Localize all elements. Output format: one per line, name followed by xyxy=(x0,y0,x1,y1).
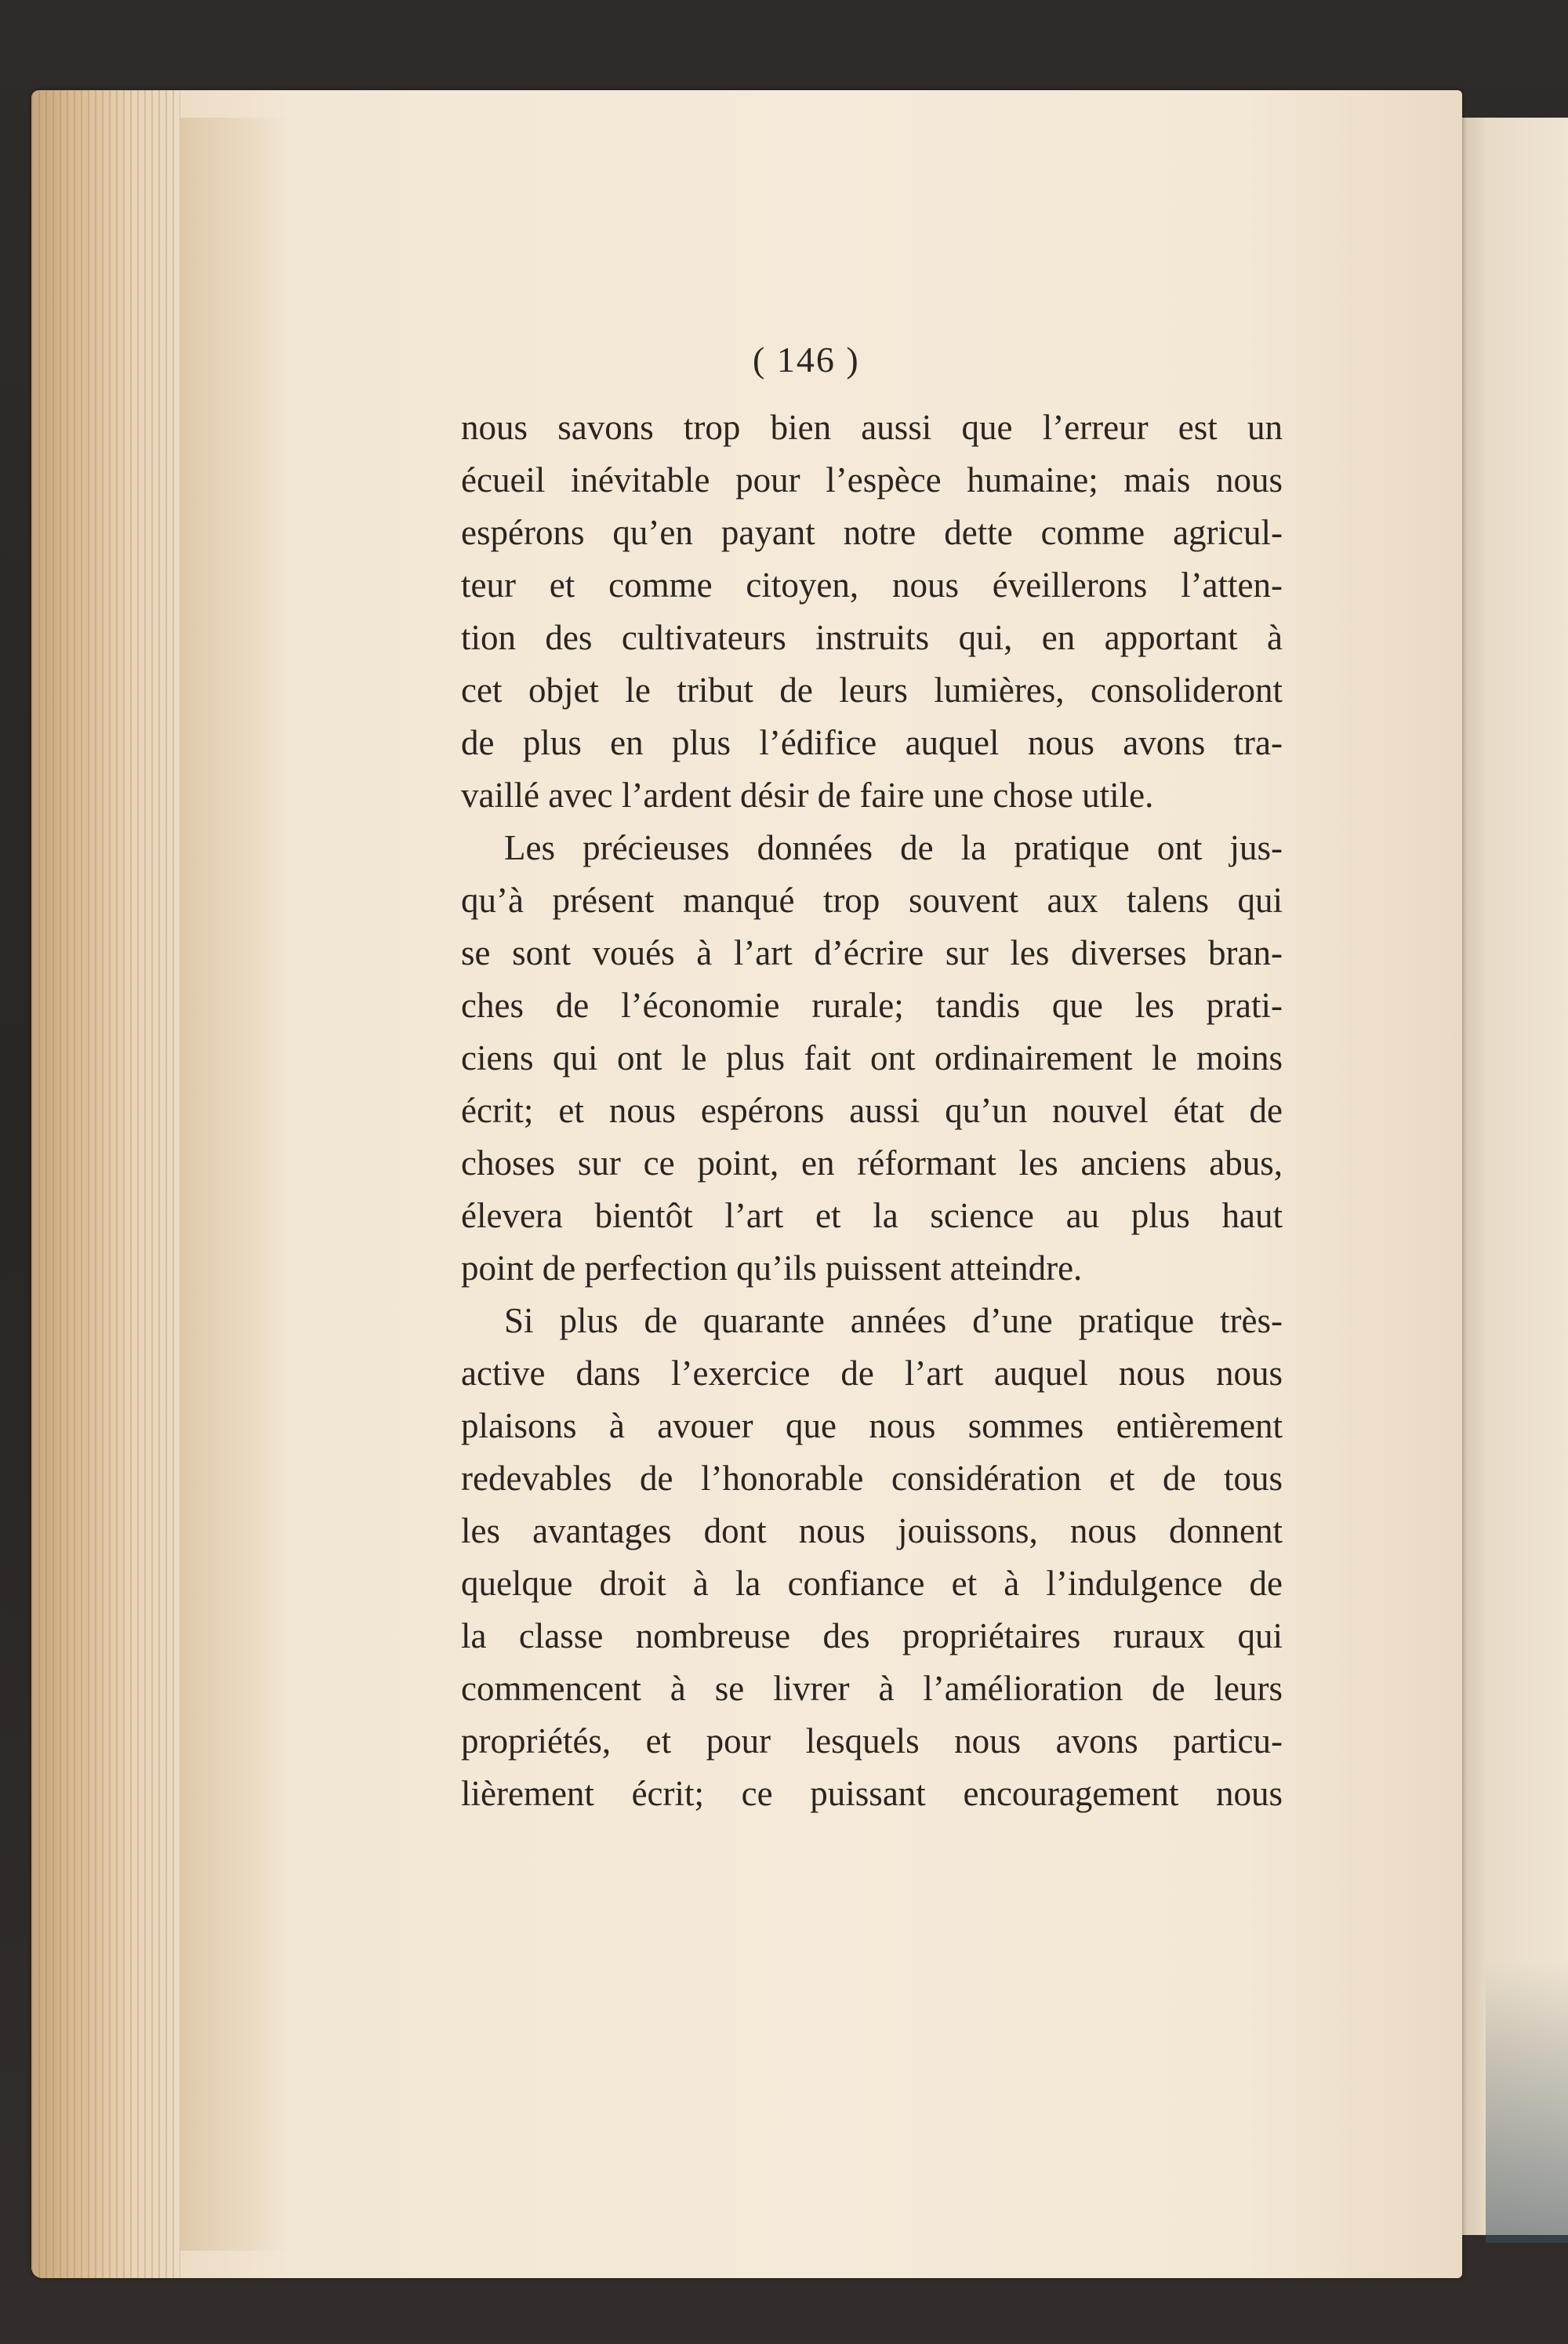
text-line: lièrement écrit; ce puissant encouragement nous xyxy=(461,1774,1283,1813)
text-line: plaisons à avouer que nous sommes entièrement xyxy=(461,1406,1283,1445)
text-line: teur et comme citoyen, nous éveillerons l’atten- xyxy=(461,565,1283,605)
text-line: cet objet le tribut de leurs lumières, consolideront xyxy=(461,670,1283,710)
text-line: écrit; et nous espérons aussi qu’un nouvel état de xyxy=(461,1091,1283,1130)
text-line: tion des cultivateurs instruits qui, en apportant à xyxy=(461,618,1283,657)
text-line: ches de l’économie rurale; tandis que les prati- xyxy=(461,986,1283,1025)
text-line: la classe nombreuse des propriétaires ruraux qui xyxy=(461,1616,1283,1655)
text-line: se sont voués à l’art d’écrire sur les diverses bran- xyxy=(461,933,1283,972)
deckled-page-edge xyxy=(31,90,180,2278)
text-line: redevables de l’honorable considération et de tous xyxy=(461,1459,1283,1498)
text-line: quelque droit à la confiance et à l’indulgence de xyxy=(461,1564,1283,1603)
text-line: active dans l’exercice de l’art auquel nous nous xyxy=(461,1354,1283,1393)
page-foxing xyxy=(180,118,290,2251)
text-line: qu’à présent manqué trop souvent aux talens qui xyxy=(461,881,1283,920)
body-text xyxy=(461,402,1283,1820)
text-line: ciens qui ont le plus fait ont ordinairement le moins xyxy=(461,1038,1283,1078)
text-line: de plus en plus l’édifice auquel nous avons tra- xyxy=(461,723,1283,762)
text-line: les avantages dont nous jouissons, nous donnent xyxy=(461,1511,1283,1550)
text-line: Si plus de quarante années d’une pratique très- xyxy=(504,1301,1283,1340)
text-line: nous savons trop bien aussi que l’erreur est un xyxy=(461,408,1283,447)
text-line: vaillé avec l’ardent désir de faire une chose utile. xyxy=(461,776,1154,815)
text-line: commencent à se livrer à l’amélioration de leurs xyxy=(461,1669,1283,1708)
text-line: espérons qu’en payant notre dette comme agricul- xyxy=(461,513,1283,552)
text-line: propriétés, et pour lesquels nous avons particu- xyxy=(461,1721,1283,1761)
facing-page-edge xyxy=(1450,118,1568,2235)
page-number: ( 146 ) xyxy=(753,340,860,380)
text-line: choses sur ce point, en réformant les anciens abus, xyxy=(461,1143,1283,1183)
text-line: élevera bientôt l’art et la science au plus haut xyxy=(461,1196,1283,1235)
text-line: écueil inévitable pour l’espèce humaine; mais nous xyxy=(461,460,1283,500)
text-line: point de perfection qu’ils puissent atteindre. xyxy=(461,1248,1083,1288)
facing-page-shadow xyxy=(1486,1961,1568,2243)
text-line: Les précieuses données de la pratique ont jus- xyxy=(504,828,1283,867)
